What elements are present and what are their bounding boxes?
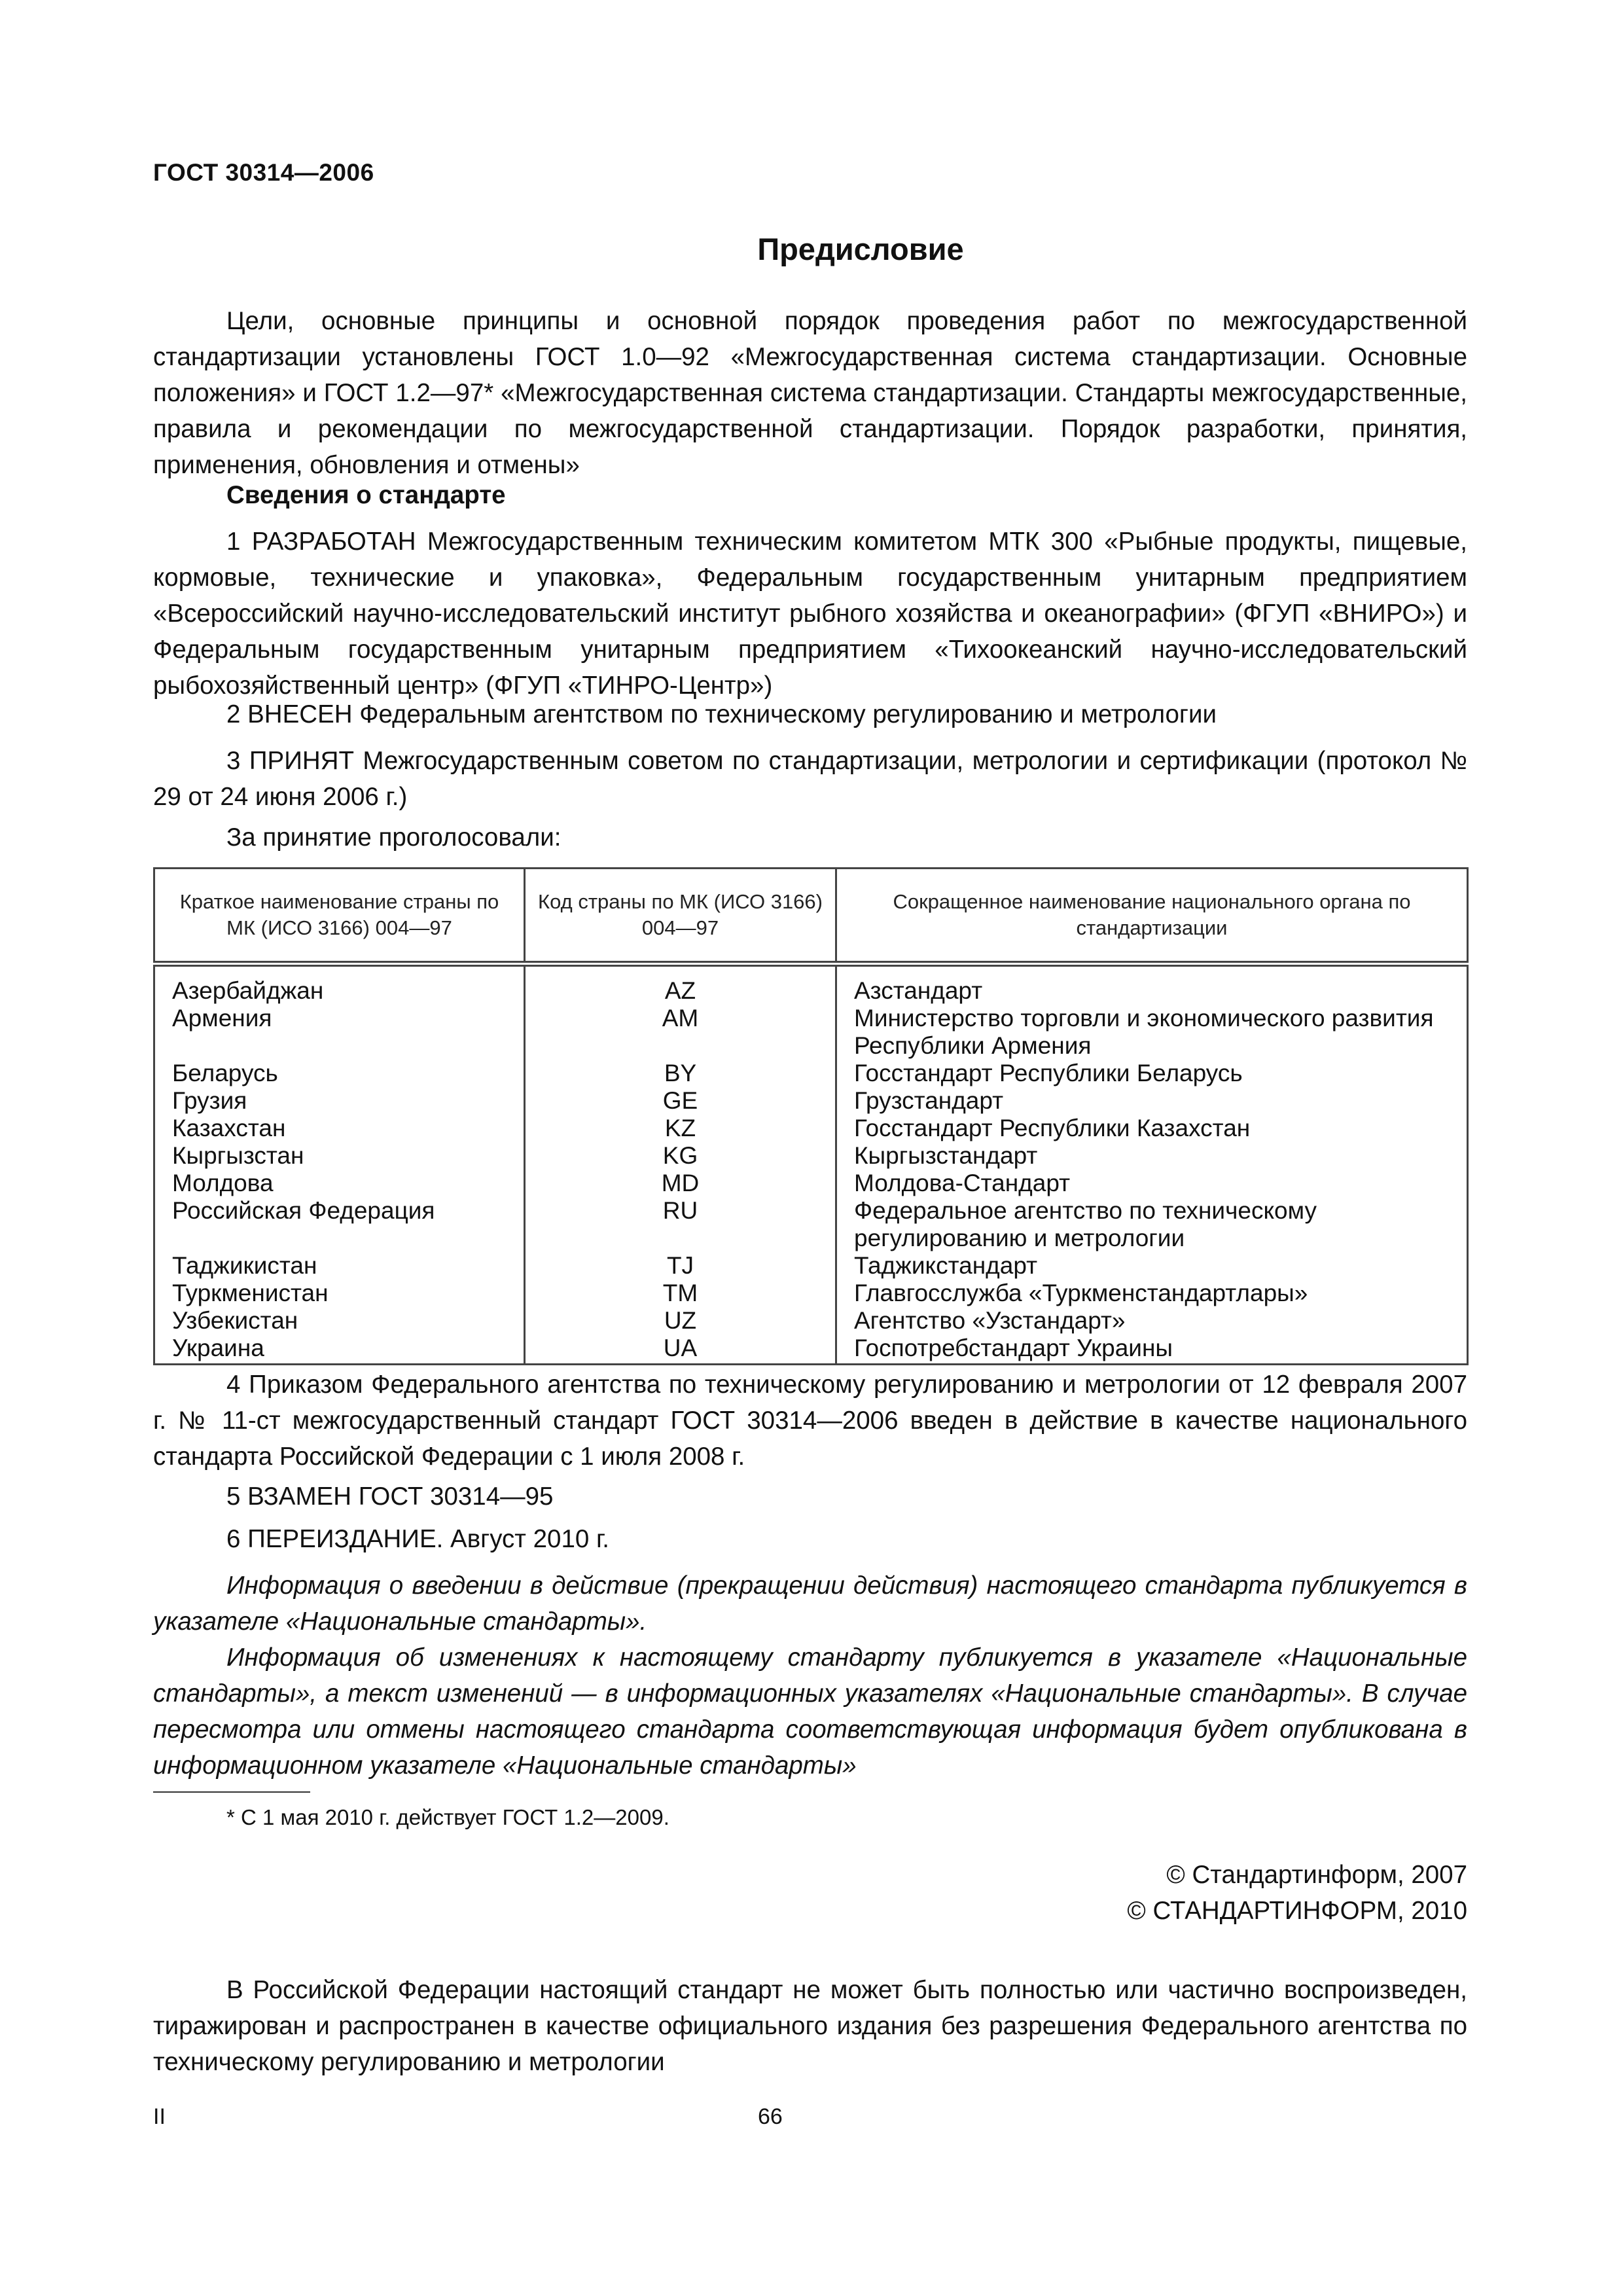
table-row	[154, 1142, 1468, 1170]
body-cell: Молдова-Стандарт	[836, 1170, 1468, 1197]
rights-text: В Российской Федерации настоящий стандарт не может быть полностью или частично воспроизведен, тиражирован и распространен в качестве официального издания без разрешения Федерального агентства по техническому регулированию и метрологии	[153, 1976, 1467, 2076]
body-cell: Госстандарт Республики Казахстан	[836, 1115, 1468, 1142]
info-publication-note	[153, 1568, 1467, 1784]
code-cell: GE	[525, 1087, 836, 1115]
code-cell: KG	[525, 1142, 836, 1170]
body-cell: Грузстандарт	[836, 1087, 1468, 1115]
country-cell: Украина	[154, 1335, 525, 1365]
country-cell	[154, 1225, 525, 1252]
code-cell: AM	[525, 1005, 836, 1032]
table-row	[154, 1170, 1468, 1197]
body-cell: Госпотребстандарт Украины	[836, 1335, 1468, 1365]
page-title: Предисловие	[757, 232, 964, 266]
table-row	[154, 964, 1468, 1005]
body-cell: Главгосслужба «Туркменстандартлары»	[836, 1280, 1468, 1307]
body-cell: Министерство торговли и экономического развития	[836, 1005, 1468, 1032]
table-row	[154, 1197, 1468, 1225]
column-header-code: Код страны по МК (ИСО 3166) 004—97	[525, 869, 836, 964]
code-cell: KZ	[525, 1115, 836, 1142]
voted-label: За принятие проголосовали:	[226, 823, 562, 852]
table-row	[154, 1280, 1468, 1307]
country-cell: Беларусь	[154, 1060, 525, 1087]
intro-text: Цели, основные принципы и основной порядок проведения работ по межгосударственной стандартизации установлены ГОСТ 1.0—92 «Межгосударственная система стандартизации. Основные положения» и ГОСТ 1.2—97* «Межгосударственная система стандартизации. Стандарты межгосударственные, правила и рекомендации по межгосударственной стандартизации. Порядок разработки, принятия, применения, обновления и отмены»	[153, 307, 1467, 479]
country-cell: Казахстан	[154, 1115, 525, 1142]
item-6: 6 ПЕРЕИЗДАНИЕ. Август 2010 г.	[226, 1525, 610, 1553]
code-cell: TM	[525, 1280, 836, 1307]
item-5: 5 ВЗАМЕН ГОСТ 30314—95	[226, 1482, 554, 1511]
body-cell: Республики Армения	[836, 1032, 1468, 1060]
footnote-rule	[153, 1791, 310, 1793]
body-cell: Кыргызстандарт	[836, 1142, 1468, 1170]
table-row	[154, 1087, 1468, 1115]
member-states-table	[153, 867, 1469, 1365]
code-cell: RU	[525, 1197, 836, 1225]
table-row	[154, 1115, 1468, 1142]
table-header-row	[154, 869, 1468, 964]
country-cell: Таджикистан	[154, 1252, 525, 1280]
table-row	[154, 1225, 1468, 1252]
country-cell: Кыргызстан	[154, 1142, 525, 1170]
item-3-text: 3 ПРИНЯТ Межгосударственным советом по стандартизации, метрологии и сертификации (протокол № 29 от 24 июня 2006 г.)	[153, 747, 1467, 811]
table-row	[154, 1060, 1468, 1087]
body-cell: Федеральное агентство по техническому	[836, 1197, 1468, 1225]
code-cell	[525, 1032, 836, 1060]
item-3	[153, 743, 1467, 815]
document-header: ГОСТ 30314—2006	[153, 159, 374, 186]
item-1-text: 1 РАЗРАБОТАН Межгосударственным техническим комитетом МТК 300 «Рыбные продукты, пищевые, кормовые, технические и упаковка», Федеральным государственным унитарным предприятием «Всероссийский научно-исследовательский институт рыбного хозяйства и океанографии» (ФГУП «ВНИРО») и Федеральным государственным унитарным предприятием «Тихоокеанский научно-исследовательский рыбохозяйственный центр» (ФГУП «ТИНРО-Центр»)	[153, 528, 1467, 700]
page-number: 66	[758, 2104, 783, 2129]
copyright-2007: © Стандартинформ, 2007	[1166, 1861, 1467, 1889]
info-intro-text: Информация о введении в действие (прекращении действия) настоящего стандарта публикуется в указателе «Национальные стандарты».	[153, 1571, 1467, 1636]
info-heading: Сведения о стандарте	[226, 481, 506, 509]
country-cell: Молдова	[154, 1170, 525, 1197]
country-cell: Армения	[154, 1005, 525, 1032]
table-row	[154, 1307, 1468, 1335]
copyright-2010: © СТАНДАРТИНФОРМ, 2010	[1127, 1897, 1467, 1925]
rights-notice	[153, 1972, 1467, 2080]
code-cell: BY	[525, 1060, 836, 1087]
country-cell: Грузия	[154, 1087, 525, 1115]
code-cell: UZ	[525, 1307, 836, 1335]
body-cell: Агентство «Узстандарт»	[836, 1307, 1468, 1335]
table-row	[154, 1252, 1468, 1280]
code-cell: TJ	[525, 1252, 836, 1280]
country-cell	[154, 1032, 525, 1060]
intro-paragraph	[153, 303, 1467, 483]
footnote: * С 1 мая 2010 г. действует ГОСТ 1.2—2009.	[226, 1805, 669, 1829]
info-changes-text: Информация об изменениях к настоящему стандарту публикуется в указателе «Национальные стандарты», а текст изменений — в информационных указателях «Национальные стандарты». В случае пересмотра или отмены настоящего стандарта соответствующая информация будет опубликована в информационном указателе «Национальные стандарты»	[153, 1643, 1467, 1780]
country-cell: Азербайджан	[154, 964, 525, 1005]
country-cell: Российская Федерация	[154, 1197, 525, 1225]
body-cell: Азстандарт	[836, 964, 1468, 1005]
body-cell: Госстандарт Республики Беларусь	[836, 1060, 1468, 1087]
item-1	[153, 524, 1467, 704]
code-cell: AZ	[525, 964, 836, 1005]
body-cell: регулированию и метрологии	[836, 1225, 1468, 1252]
code-cell	[525, 1225, 836, 1252]
roman-page-number: II	[153, 2104, 166, 2129]
column-header-country: Краткое наименование страны по МК (ИСО 3166) 004—97	[154, 869, 525, 964]
table-row	[154, 1335, 1468, 1365]
column-header-body: Сокращенное наименование национального органа по стандартизации	[836, 869, 1468, 964]
code-cell: UA	[525, 1335, 836, 1365]
item-4	[153, 1367, 1467, 1475]
country-cell: Туркменистан	[154, 1280, 525, 1307]
item-2: 2 ВНЕСЕН Федеральным агентством по техническому регулированию и метрологии	[226, 700, 1217, 728]
table-row	[154, 1032, 1468, 1060]
body-cell: Таджикстандарт	[836, 1252, 1468, 1280]
item-4-text: 4 Приказом Федерального агентства по техническому регулированию и метрологии от 12 февраля 2007 г. № 11-ст межгосударственный стандарт ГОСТ 30314—2006 введен в действие в качестве национального стандарта Российской Федерации с 1 июля 2008 г.	[153, 1371, 1467, 1471]
country-cell: Узбекистан	[154, 1307, 525, 1335]
table-row	[154, 1005, 1468, 1032]
code-cell: MD	[525, 1170, 836, 1197]
